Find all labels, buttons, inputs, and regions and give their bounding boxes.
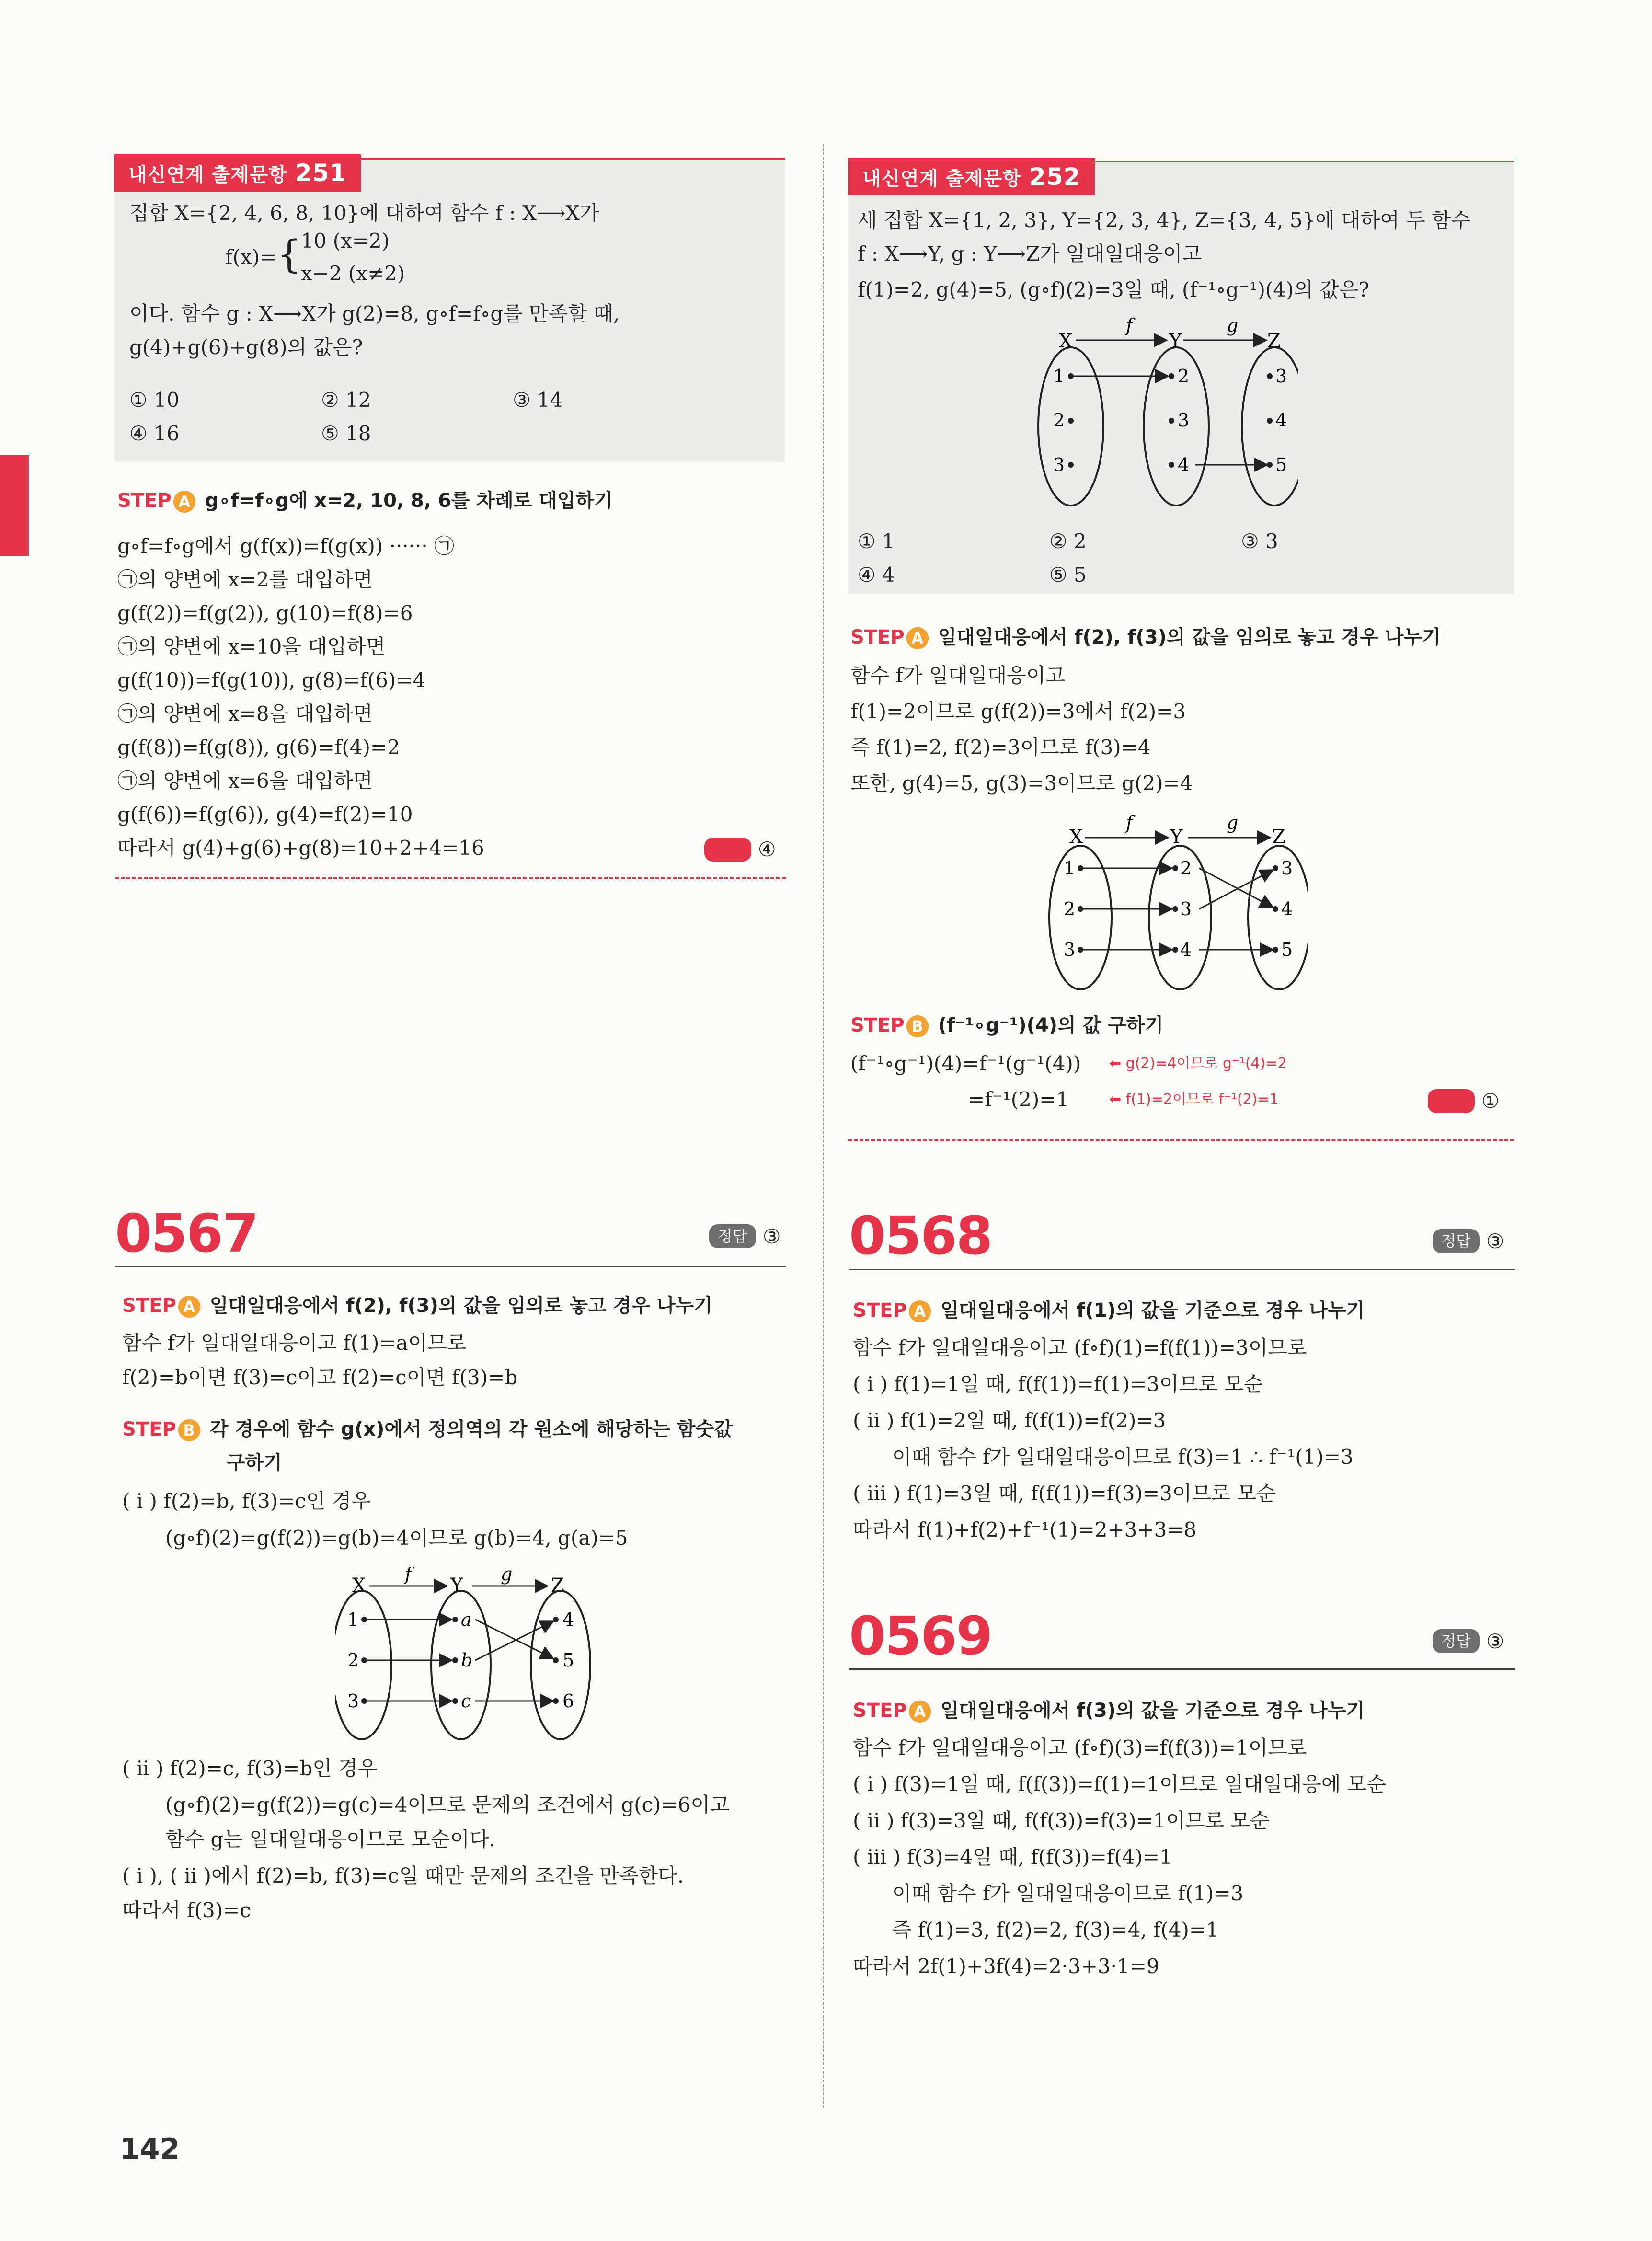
step-a-heading: STEP A 일대일대응에서 f(2), f(3)의 값을 임의로 놓고 경우 나누기 [122,1295,712,1317]
choice-1: ① 10 [129,388,180,412]
solution-line: g∘f=f∘g에서 g(f(x))=f(g(x)) ······ ㉠ [117,534,455,558]
solution-line: 함수 f가 일대일대응이고 f(1)=a이므로 [122,1331,467,1355]
column-divider [823,144,824,2108]
question-line: 집합 X={2, 4, 6, 8, 10}에 대하여 함수 f : X⟶X가 [129,201,599,225]
choice-3: ③ 14 [513,388,563,412]
z-elem: 5 [562,1650,574,1671]
f-label: f [1126,315,1133,336]
g-label: g [501,1567,513,1585]
y-elem: b [461,1650,473,1671]
answer [709,1224,780,1248]
choice-5: ⑤ 18 [321,422,371,445]
y-elem: c [461,1690,471,1712]
solution-line: f(1)=2이므로 g(f(2))=3에서 f(2)=3 [850,700,1186,723]
step-a-heading: STEP A 일대일대응에서 f(1)의 값을 기준으로 경우 나누기 [853,1299,1365,1322]
step-b-heading: STEP B (f⁻¹∘g⁻¹)(4)의 값 구하기 [850,1014,1164,1036]
y-elem: 2 [1180,858,1192,879]
solution-line: ㉠의 양변에 x=2를 대입하면 [117,568,373,591]
x-elem: 3 [1053,454,1065,475]
solution-line: ( iii ) f(3)=4일 때, f(f(3))=f(4)=1 [853,1845,1172,1869]
case-line: ( ii ) f(2)=c, f(3)=b인 경우 [122,1757,378,1780]
header-number: 251 [295,159,347,187]
conclusion-line: ( i ), ( ii )에서 f(2)=b, f(3)=c일 때만 문제의 조건을 만족한다. [122,1864,684,1887]
solution-line: g(f(2))=f(g(2)), g(10)=f(8)=6 [117,601,413,625]
solution-line: (f⁻¹∘g⁻¹)(4)=f⁻¹(g⁻¹(4)) [850,1052,1081,1075]
question-line: f : X⟶Y, g : Y⟶Z가 일대일대응이고 [858,242,1202,265]
annotation: ⬅ g(2)=4이므로 g⁻¹(4)=2 [1109,1055,1287,1072]
problem-number: 0568 [849,1205,992,1266]
header-label: 내신연계 출제문항 [128,164,288,186]
problem-rule [115,1266,786,1267]
g-label: g [1227,812,1239,833]
case-line: (g∘f)(2)=g(f(2))=g(b)=4이므로 g(b)=4, g(a)=5 [165,1526,628,1550]
solution-line: =f⁻¹(2)=1 [968,1088,1069,1111]
solution-line: 즉 f(1)=3, f(2)=2, f(3)=4, f(4)=1 [892,1918,1219,1942]
set-z-label: Z [1267,330,1281,352]
z-elem: 5 [1275,454,1287,475]
solution-line: f(2)=b이면 f(3)=c이고 f(2)=c이면 f(3)=b [122,1366,518,1389]
header-label: 내신연계 출제문항 [862,168,1022,190]
case-line: 함수 g는 일대일대응이므로 모순이다. [165,1827,495,1851]
case-line: ( i ) f(2)=b, f(3)=c인 경우 [122,1489,371,1513]
solution-line: ( i ) f(3)=1일 때, f(f(3))=f(1)=1이므로 일대일대응에 모순 [853,1772,1386,1796]
solution-line: g(f(6))=f(g(6)), g(4)=f(2)=10 [117,803,413,826]
edge-tab [0,455,29,556]
set-y-label: Y [450,1574,463,1597]
answer-badge: 정답 [1433,1629,1480,1653]
solution-line: ( iii ) f(1)=3일 때, f(f(1))=f(3)=3이므로 모순 [853,1482,1276,1505]
set-x-ellipse [335,1591,391,1739]
question-line: f(1)=2, g(4)=5, (g∘f)(2)=3일 때, (f⁻¹∘g⁻¹)(4)의 값은? [858,278,1369,301]
solution-line: 함수 f가 일대일대응이고 (f∘f)(3)=f(f(3))=1이므로 [853,1736,1307,1759]
answer-mark: ③ [1486,1229,1504,1253]
x-elem: 1 [1053,366,1065,387]
problem-number: 0569 [849,1605,992,1666]
choice-1: ① 1 [858,529,895,553]
question-line: g(4)+g(6)+g(8)의 값은? [129,335,363,359]
x-elem: 2 [347,1650,359,1671]
set-z-ellipse [1242,347,1298,506]
set-x-ellipse [1038,347,1103,506]
question-line: 이다. 함수 g : X⟶X가 g(2)=8, g∘f=f∘g를 만족할 때, [129,302,620,325]
y-elem: 2 [1178,366,1190,387]
solution-line: 따라서 2f(1)+3f(4)=2·3+3·1=9 [853,1954,1159,1978]
solution-line: ( i ) f(1)=1일 때, f(f(1))=f(1)=3이므로 모순 [853,1372,1263,1396]
step-b-heading-cont: 구하기 [227,1452,282,1474]
answer-badge: 정답 [1433,1229,1480,1253]
solution-line: 함수 f가 일대일대응이고 [850,664,1065,687]
solution-line: ( ii ) f(1)=2일 때, f(f(1))=f(2)=3 [853,1409,1166,1432]
choice-3: ③ 3 [1241,529,1278,553]
section-divider [115,877,786,879]
x-elem: 2 [1053,410,1065,431]
answer [1433,1229,1504,1253]
solution-line: ( ii ) f(3)=3일 때, f(f(3))=f(3)=1이므로 모순 [853,1809,1270,1832]
answer [1428,1083,1499,1118]
page-number: 142 [120,2132,180,2166]
set-x-label: X [352,1574,366,1597]
case-1: 10 (x=2) [301,229,390,253]
solution-line: 따라서 g(4)+g(6)+g(8)=10+2+4=16 [117,836,484,860]
conclusion-line: 따라서 f(3)=c [122,1898,251,1922]
answer-mark: ③ [762,1224,781,1248]
solution-line: ㉠의 양변에 x=10을 대입하면 [117,635,386,658]
set-y-label: Y [1170,826,1183,848]
solution-line: 또한, g(4)=5, g(3)=3이므로 g(2)=4 [850,771,1193,795]
y-elem: 4 [1178,454,1190,475]
set-x-label: X [1069,826,1083,848]
solution-line: 이때 함수 f가 일대일대응이므로 f(3)=1 ∴ f⁻¹(1)=3 [892,1445,1354,1469]
problem-number: 0567 [115,1203,258,1264]
problem-251-header [114,154,361,192]
x-elem: 1 [1064,858,1076,879]
y-elem: 4 [1180,939,1192,960]
step-a-heading: STEP A 일대일대응에서 f(2), f(3)의 값을 임의로 놓고 경우 나누기 [850,626,1441,648]
problem-rule [849,1668,1515,1670]
z-elem: 3 [1281,858,1293,879]
brace: { [277,232,301,276]
z-elem: 4 [562,1609,574,1630]
solution-line: 함수 f가 일대일대응이고 (f∘f)(1)=f(f(1))=3이므로 [853,1336,1307,1359]
set-y-ellipse [1144,347,1209,506]
step-b-heading: STEP B 각 경우에 함수 g(x)에서 정의역의 각 원소에 해당하는 함숫값 [122,1418,733,1440]
step-a-heading: STEP A 일대일대응에서 f(3)의 값을 기준으로 경우 나누기 [853,1700,1365,1722]
choice-4: ④ 4 [858,563,895,586]
solution-line: g(f(8))=f(g(8)), g(6)=f(4)=2 [117,736,400,759]
problem-252-header [848,158,1095,195]
f-label: f [1126,812,1133,833]
choice-4: ④ 16 [129,422,180,445]
answer-badge: 정답 [1428,1089,1475,1113]
y-elem: 3 [1180,898,1192,919]
f-label: f [405,1567,412,1585]
mapping-diagram-252-solution [1040,810,1308,1001]
solution-line: ㉠의 양변에 x=8을 대입하면 [117,702,373,725]
z-elem: 4 [1275,410,1287,431]
header-number: 252 [1029,163,1081,191]
set-x-label: X [1059,330,1073,352]
case-line: (g∘f)(2)=g(f(2))=g(c)=4이므로 문제의 조건에서 g(c)=6이고 [165,1793,730,1816]
answer-mark: ① [1481,1089,1500,1113]
step-a-heading: STEP A g∘f=f∘g에 x=2, 10, 8, 6를 차례로 대입하기 [117,490,613,512]
g-label: g [1227,315,1239,336]
z-elem: 5 [1281,939,1293,960]
problem-rule [849,1269,1515,1270]
solution-line: 이때 함수 f가 일대일대응이므로 f(1)=3 [892,1882,1244,1905]
mapping-diagram-0567 [335,1567,604,1744]
solution-line: 따라서 f(1)+f(2)+f⁻¹(1)=2+3+3=8 [853,1518,1197,1541]
choice-5: ⑤ 5 [1049,563,1087,586]
answer-mark: ④ [757,838,776,861]
answer [1433,1629,1504,1653]
set-z-ellipse [531,1591,590,1739]
answer-badge: 정답 [709,1224,756,1248]
answer-mark: ③ [1486,1629,1504,1653]
set-z-label: Z [1272,826,1285,848]
question-line: 세 집합 X={1, 2, 3}, Y={2, 3, 4}, Z={3, 4, 5}에 대하여 두 함수 [858,208,1471,232]
case-2: x−2 (x≠2) [301,262,405,285]
z-elem: 4 [1281,898,1293,919]
solution-line: ㉠의 양변에 x=6을 대입하면 [117,769,373,793]
section-divider [848,1139,1514,1141]
x-elem: 3 [347,1690,359,1712]
solution-line: 즉 f(1)=2, f(2)=3이므로 f(3)=4 [850,736,1151,759]
set-y-label: Y [1169,330,1182,352]
mapping-diagram-252-question [1030,311,1298,517]
answer-badge: 정답 [704,838,751,862]
x-elem: 2 [1064,898,1076,919]
y-elem: a [461,1609,472,1630]
fx-label: f(x)= [225,245,277,269]
z-elem: 3 [1275,366,1287,387]
y-elem: 3 [1178,410,1190,431]
solution-line: g(f(10))=f(g(10)), g(8)=f(6)=4 [117,668,426,692]
answer [704,831,776,866]
z-elem: 6 [562,1690,574,1712]
x-elem: 1 [347,1609,359,1630]
x-elem: 3 [1064,939,1076,960]
set-z-label: Z [551,1574,564,1597]
choice-2: ② 2 [1049,529,1087,553]
choice-2: ② 12 [321,388,371,412]
annotation: ⬅ f(1)=2이므로 f⁻¹(2)=1 [1109,1091,1279,1108]
